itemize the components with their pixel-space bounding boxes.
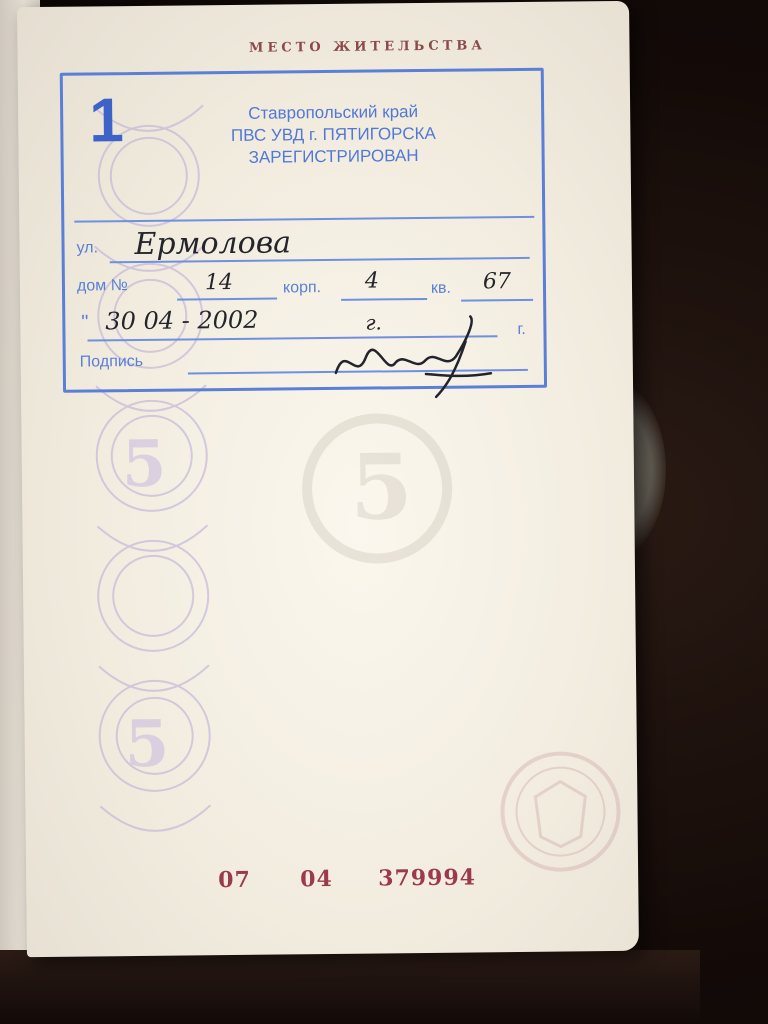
signature-label: Подпись <box>79 352 144 371</box>
building-value: 4 <box>364 268 380 294</box>
passport-page <box>17 1 639 957</box>
svg-text:5: 5 <box>349 434 414 541</box>
stamp-number: 1 <box>88 86 125 156</box>
apartment-value: 67 <box>482 269 512 295</box>
page-heading: МЕСТО ЖИТЕЛЬСТВА <box>248 38 487 56</box>
house-underline <box>177 298 277 301</box>
handwritten-signature <box>325 311 506 403</box>
stamp-status: ЗАРЕГИСТРИРОВАН <box>248 146 419 167</box>
emblem-seal <box>495 746 626 877</box>
year-suffix-label: г. <box>517 320 526 339</box>
street-value: Ермолова <box>134 225 292 263</box>
stamp-region: Ставропольский край <box>248 102 419 123</box>
house-value: 14 <box>204 269 234 296</box>
stamp-rule <box>74 216 534 223</box>
street-label: ул. <box>76 239 99 257</box>
stamp-authority: ПВС УВД г. ПЯТИГОРСКА <box>230 123 436 145</box>
registration-stamp <box>60 68 547 393</box>
building-label: корп. <box>282 279 322 297</box>
date-value: 30 04 - 2002 <box>105 305 259 336</box>
svg-text:5: 5 <box>124 706 170 783</box>
date-quote-mark: " <box>81 311 89 334</box>
serial-part-1: 07 <box>218 866 251 894</box>
apartment-underline <box>461 299 533 302</box>
date-year-mark: г. <box>365 310 382 335</box>
serial-part-2: 04 <box>300 865 333 893</box>
background-shadow <box>0 950 700 1024</box>
watermark-5 <box>291 403 463 575</box>
svg-text:5: 5 <box>121 426 167 503</box>
house-label: дом № <box>76 277 128 295</box>
serial-part-3: 379994 <box>378 864 477 892</box>
building-underline <box>341 298 427 301</box>
apartment-label: кв. <box>430 279 452 297</box>
